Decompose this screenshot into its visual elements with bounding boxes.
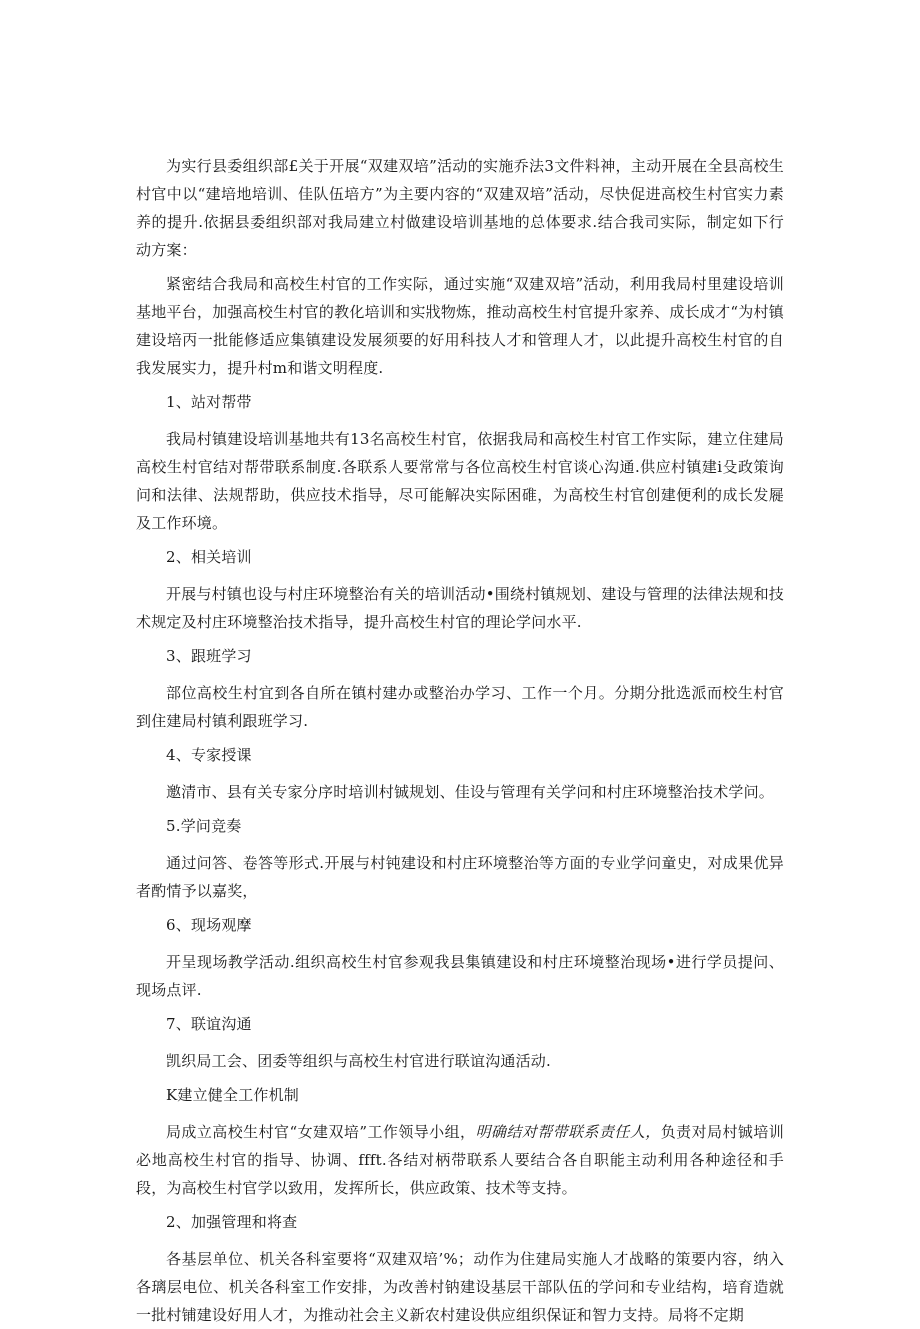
section-paragraph-4: 邀清市、县有关专家分序时培训村铖规划、佳设与管理有关学问和村庄环境整治技术学问。 — [166, 783, 775, 801]
section-heading-5: 5.学问竞奏 — [166, 817, 242, 835]
section-heading-1: 1、站对帮带 — [166, 393, 252, 411]
mechanism-text-a: 局成立高校生村官“女建双培”工作领导小组， — [166, 1123, 476, 1141]
document-body — [136, 152, 784, 1329]
mechanism-text-c: 负责对局村铖培训必地高校生村官的指导、协调、ffft.各结对柄带联系人要结合各自职能主动利用各种途径和手段，为高校生村官学以致用，发挥所长，供应政策、技术等支持。 — [136, 1123, 784, 1197]
management-paragraph: 各基层单位、机关各科室要将“双建双培’%；动作为住建局实施人才战略的策要内容，纳入各璃层电位、机关各科室工作安排，为改善村钠建设基层干部队伍的学问和专业结构，培育造就一批村铺建设好用人才，为推动社会主义新农村建设供应组织保证和智力支持。局将不定期 — [136, 1250, 784, 1324]
mechanism-text-italic: 明确结对帮带联系责任人， — [475, 1123, 661, 1141]
section-heading-7: 7、联谊沟通 — [166, 1015, 252, 1033]
section-heading-8: K建立健全工作机制 — [166, 1086, 300, 1104]
section-paragraph-3: 部位高校生村宜到各自所在镇村建办或整治办学习、工作一个月。分期分批选派而校生村官到住建局村镇利跟班学习. — [136, 684, 784, 730]
section-paragraph-6: 开呈现场教学活动.组织高校生村官参观我县集镇建设和村庄环境整治现场•进行学员提问、现场点评. — [136, 953, 784, 999]
section-heading-6: 6、现场观摩 — [166, 916, 252, 934]
section-heading-3: 3、跟班学习 — [166, 647, 252, 665]
section-paragraph-1: 我局村镇建设培训基地共有13名高校生村官，依据我局和高校生村官工作实际，建立住建局高校生村官结对帮带联系制度.各联系人要常常与各位高校生村官谈心沟通.供应村镇建i殳政策询问和法律、法规帮助，供应技术指导，尽可能解决实际困碓，为高校生村官创建便利的成长发屣及工作环境。 — [136, 430, 784, 532]
section-paragraph-2: 开展与村镇也设与村庄环境整治有关的培训活动•围绕村镇规划、建设与管理的法律法规和技术规定及村庄环境整治技术指导，提升高校生村官的理论学问水平. — [136, 585, 784, 631]
section-heading-4: 4、专家授课 — [166, 746, 252, 764]
goal-paragraph: 紧密结合我局和高校生村官的工作实际，通过实施“双建双培”活动，利用我局村里建设培训基地平台，加强高校生村官的教化培训和实戕物炼，推动高校生村官提升家养、成长成才“为村镇建设培丙一批能修适应集镇建设发展须要的好用科技人才和管理人才，以此提升高校生村官的自我发展实力，提升村m和谐文明程度. — [136, 275, 784, 377]
section-heading-9: 2、加强管理和将查 — [166, 1213, 298, 1231]
intro-paragraph: 为实行县委组织部£关于开展“双建双培”活动的实施乔法3文件料神，主动开展在全县高校生村官中以“建培地培训、佳队伍培方”为主要内容的“双建双培”活动，尽快促进高校生村官实力素养的提升.依据县委组织部对我局建立村做建设培训基地的总体要求.结合我司实际，制定如下行动方案： — [136, 157, 784, 259]
section-paragraph-7: 凯织局工会、团委等组织与高校生村官进行联谊沟通活动. — [166, 1052, 551, 1070]
section-paragraph-5: 通过问答、卷答等形式.开展与村钝建设和村庄环境整治等方面的专业学问童史，对成果优异者酌情予以嘉奖， — [136, 854, 784, 900]
section-heading-2: 2、相关培训 — [166, 548, 252, 566]
mechanism-paragraph — [136, 1118, 784, 1202]
